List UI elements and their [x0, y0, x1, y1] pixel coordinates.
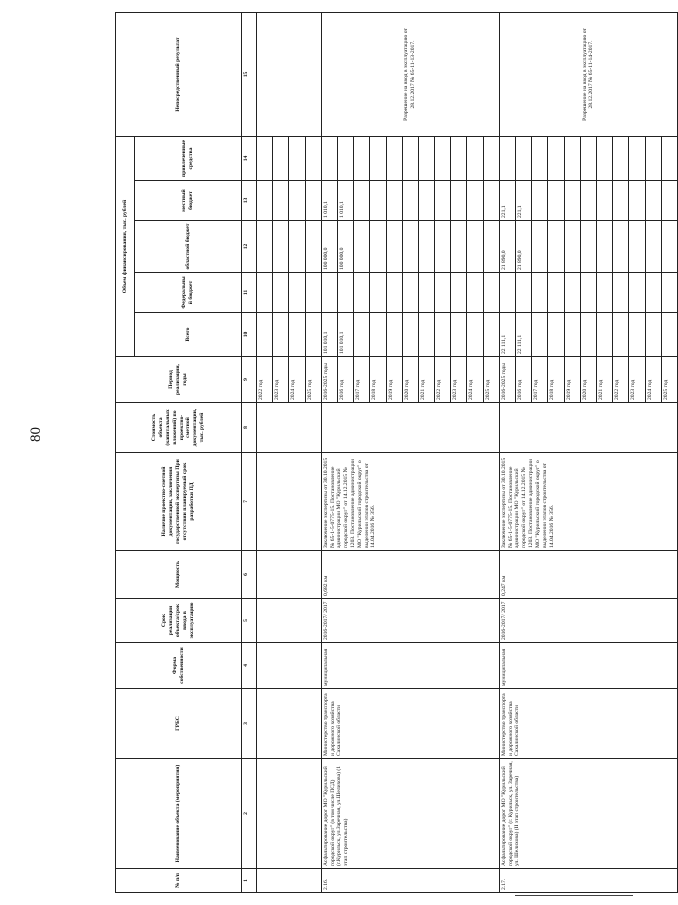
page-number: 80: [28, 427, 44, 442]
finance-regional-cell: 100 000,0: [337, 221, 353, 273]
finance-cell: [273, 221, 289, 273]
finance-regional-cell: [418, 221, 434, 273]
finance-total-cell: [548, 313, 564, 357]
finance-local-cell: [661, 181, 677, 221]
finance-extra-cell: [337, 137, 353, 181]
finance-regional-cell: [629, 221, 645, 273]
period-year-cell: 2022 год: [435, 357, 451, 403]
period-year-cell: 2021 год: [418, 357, 434, 403]
finance-regional-cell: [613, 221, 629, 273]
finance-cell: [273, 273, 289, 313]
finance-total-cell: 22 111,1: [499, 313, 515, 357]
finance-total-cell: [483, 313, 499, 357]
finance-regional-cell: 21 890,0: [516, 221, 532, 273]
column-number-cell: 15: [242, 13, 257, 137]
finance-local-cell: [386, 181, 402, 221]
finance-extra-cell: [354, 137, 370, 181]
finance-federal-cell: [467, 273, 483, 313]
finance-regional-cell: [580, 221, 596, 273]
finance-local-cell: [596, 181, 612, 221]
finance-federal-cell: [499, 273, 515, 313]
finance-cell: [289, 221, 305, 273]
table-row: [257, 13, 273, 893]
finance-total-cell: [354, 313, 370, 357]
finance-local-cell: [354, 181, 370, 221]
finance-extra-cell: [613, 137, 629, 181]
finance-total-cell: [596, 313, 612, 357]
period-year-cell: 2019 год: [564, 357, 580, 403]
column-number-cell: 14: [242, 137, 257, 181]
finance-local-cell: [548, 181, 564, 221]
finance-federal-cell: [661, 273, 677, 313]
finance-total-cell: [451, 313, 467, 357]
finance-federal-cell: [435, 273, 451, 313]
finance-total-cell: [435, 313, 451, 357]
period-year-cell: 2019 год: [386, 357, 402, 403]
finance-total-cell: 101 010,1: [321, 313, 337, 357]
finance-local-cell: [564, 181, 580, 221]
header-financing: Объем финансирования, тыс. рублей: [116, 137, 135, 357]
finance-extra-cell: [661, 137, 677, 181]
column-number-cell: 3: [242, 689, 257, 759]
finance-federal-cell: [337, 273, 353, 313]
finance-federal-cell: [613, 273, 629, 313]
finance-extra-cell: [532, 137, 548, 181]
documentation-cell: Заключение экспертизы от 30.10.2015 № 65-1-5-0775-15. Постановление администрации МО "Курильский городской округ" от 14.12.2015 № 1203. Постановление администрации МО "Курильский городской округ" о выделении этапов строительства от 14.04.2016 № 356.: [321, 453, 499, 551]
result-cell: Разрешение на ввод в эксплуатацию от 28.12.2017 № 65-11-14-2017.: [499, 13, 677, 137]
period-year-cell: 2023 год: [451, 357, 467, 403]
header-grbs: ГРБС: [116, 689, 242, 759]
finance-local-cell: [402, 181, 418, 221]
period-year-cell: 2024 год: [467, 357, 483, 403]
finance-federal-cell: [354, 273, 370, 313]
finance-regional-cell: 21 890,0: [499, 221, 515, 273]
finance-extra-cell: [564, 137, 580, 181]
period-year-cell: 2025 год: [661, 357, 677, 403]
period-year-cell: 2017 год: [532, 357, 548, 403]
finance-regional-cell: 100 000,0: [321, 221, 337, 273]
empty-cell: [257, 689, 322, 759]
column-number-cell: 7: [242, 453, 257, 551]
finance-cell: [305, 273, 321, 313]
finance-regional-cell: [402, 221, 418, 273]
finance-cell: [257, 221, 273, 273]
period-year-cell: 2022 год: [257, 357, 273, 403]
finance-extra-cell: [499, 137, 515, 181]
finance-federal-cell: [645, 273, 661, 313]
period-year-cell: 2025 год: [305, 357, 321, 403]
column-number-cell: 6: [242, 551, 257, 599]
finance-local-cell: [580, 181, 596, 221]
empty-cell: [257, 869, 322, 893]
finance-cell: [305, 137, 321, 181]
finance-regional-cell: [596, 221, 612, 273]
period-year-cell: 2018 год: [548, 357, 564, 403]
finance-extra-cell: [548, 137, 564, 181]
column-number-cell: 13: [242, 181, 257, 221]
column-number-cell: 1: [242, 869, 257, 893]
table-row: [499, 13, 515, 893]
period-year-cell: 2024 год: [289, 357, 305, 403]
finance-local-cell: [613, 181, 629, 221]
finance-federal-cell: [532, 273, 548, 313]
finance-extra-cell: [435, 137, 451, 181]
empty-cell: [257, 403, 322, 453]
header-cost: Стоимость объекта (капитальных вложений) по проектно-сметной документации, тыс. рублей: [116, 403, 242, 453]
finance-extra-cell: [321, 137, 337, 181]
documentation-cell: Заключение экспертизы от 30.10.2015 № 65-1-5-0775-15. Постановление администрации МО "Курильский городской округ" от 14.12.2015 № 1203. Постановление администрации МО "Курильский городской округ" о выделении этапов строительства от 14.04.2016 № 356.: [499, 453, 677, 551]
finance-federal-cell: [580, 273, 596, 313]
empty-cell: [257, 759, 322, 869]
capacity-cell: 0,682 км: [321, 551, 499, 599]
cost-cell: [321, 403, 499, 453]
finance-regional-cell: [645, 221, 661, 273]
finance-extra-cell: [451, 137, 467, 181]
finance-local-cell: [645, 181, 661, 221]
finance-federal-cell: [386, 273, 402, 313]
finance-total-cell: [402, 313, 418, 357]
finance-cell: [305, 221, 321, 273]
finance-cell: [257, 181, 273, 221]
grbs-cell: Министерство транспорта и дорожного хозяйства Сахалинской области: [499, 689, 677, 759]
finance-regional-cell: [548, 221, 564, 273]
period-year-cell: 2020 год: [580, 357, 596, 403]
finance-cell: [305, 313, 321, 357]
finance-local-cell: [451, 181, 467, 221]
finance-regional-cell: [451, 221, 467, 273]
header-result: Непосредственный результат: [116, 13, 242, 137]
header-period-build: Срок реализации объекта/срок ввода в эксплуатацию: [116, 599, 242, 643]
finance-extra-cell: [645, 137, 661, 181]
rotated-table-wrapper: [115, 13, 669, 893]
finance-total-cell: [370, 313, 386, 357]
finance-local-cell: [483, 181, 499, 221]
finance-regional-cell: [435, 221, 451, 273]
row-number-cell: 2.16.: [321, 869, 499, 893]
empty-cell: [257, 551, 322, 599]
row-number-cell: 2.17.: [499, 869, 677, 893]
header-extra: привлеченные средства: [135, 137, 242, 181]
finance-cell: [273, 181, 289, 221]
finance-federal-cell: [483, 273, 499, 313]
finance-total-cell: 101 010,1: [337, 313, 353, 357]
finance-cell: [273, 313, 289, 357]
finance-regional-cell: [354, 221, 370, 273]
header-name: Наименование объекта (мероприятия): [116, 759, 242, 869]
period-year-cell: 2017 год: [354, 357, 370, 403]
finance-cell: [273, 137, 289, 181]
finance-federal-cell: [418, 273, 434, 313]
header-federal: Федеральный бюджет: [135, 273, 242, 313]
period-year-cell: 2024 год: [645, 357, 661, 403]
header-period: Период реализации, годы: [116, 357, 242, 403]
object-name-cell: Асфальтирование дорог МО "Курильский городской округ" (г. Курильск, ул. Заречная, ул. Шелихова) (II этап строительства): [499, 759, 677, 869]
finance-total-cell: [645, 313, 661, 357]
header-regional: областной бюджет: [135, 221, 242, 273]
finance-extra-cell: [418, 137, 434, 181]
finance-regional-cell: [532, 221, 548, 273]
finance-local-cell: [418, 181, 434, 221]
column-number-cell: 12: [242, 221, 257, 273]
finance-regional-cell: [467, 221, 483, 273]
period-year-cell: 2022 год: [613, 357, 629, 403]
period-year-cell: 2023 год: [629, 357, 645, 403]
result-cell: Разрешение на ввод в эксплуатацию от 28.12.2017 № 65-11-13-2017.: [321, 13, 499, 137]
empty-cell: [257, 643, 322, 689]
finance-extra-cell: [483, 137, 499, 181]
period-year-cell: 2020 год: [402, 357, 418, 403]
ownership-cell: муниципальная: [499, 643, 677, 689]
finance-cell: [257, 313, 273, 357]
empty-cell: [257, 453, 322, 551]
finance-extra-cell: [402, 137, 418, 181]
finance-total-cell: [661, 313, 677, 357]
header-documentation: Наличие проектно-сметной документации, заключения государственной экспертизы При отсутствии планируемый срок разработки ПД: [116, 453, 242, 551]
finance-federal-cell: [629, 273, 645, 313]
finance-extra-cell: [467, 137, 483, 181]
period-year-cell: 2021 год: [596, 357, 612, 403]
ownership-cell: муниципальная: [321, 643, 499, 689]
column-number-cell: 9: [242, 357, 257, 403]
finance-federal-cell: [451, 273, 467, 313]
finance-federal-cell: [548, 273, 564, 313]
finance-extra-cell: [370, 137, 386, 181]
header-num: № п/п: [116, 869, 242, 893]
finance-extra-cell: [386, 137, 402, 181]
finance-regional-cell: [661, 221, 677, 273]
finance-cell: [257, 137, 273, 181]
column-number-cell: 2: [242, 759, 257, 869]
column-number-cell: 5: [242, 599, 257, 643]
finance-local-cell: 221,1: [516, 181, 532, 221]
build-period-cell: 2016-2017/ 2017: [321, 599, 499, 643]
period-year-cell: 2016-2025 годы: [499, 357, 515, 403]
period-year-cell: 2016 год: [516, 357, 532, 403]
finance-local-cell: 1 010,1: [321, 181, 337, 221]
header-local: местный бюджет: [135, 181, 242, 221]
finance-regional-cell: [483, 221, 499, 273]
finance-federal-cell: [564, 273, 580, 313]
footer-rule: [515, 895, 633, 896]
finance-extra-cell: [629, 137, 645, 181]
finance-regional-cell: [564, 221, 580, 273]
finance-cell: [289, 313, 305, 357]
finance-regional-cell: [386, 221, 402, 273]
finance-federal-cell: [596, 273, 612, 313]
column-number-cell: 8: [242, 403, 257, 453]
period-year-cell: 2016-2025 годы: [321, 357, 337, 403]
finance-local-cell: [467, 181, 483, 221]
finance-total-cell: [564, 313, 580, 357]
finance-local-cell: [435, 181, 451, 221]
finance-total-cell: [532, 313, 548, 357]
finance-extra-cell: [580, 137, 596, 181]
header-capacity: Мощность: [116, 551, 242, 599]
column-number-cell: 10: [242, 313, 257, 357]
header-total: Всего: [135, 313, 242, 357]
column-number-row: [242, 13, 257, 893]
finance-cell: [289, 273, 305, 313]
finance-total-cell: [386, 313, 402, 357]
finance-local-cell: 221,1: [499, 181, 515, 221]
finance-cell: [289, 181, 305, 221]
finance-total-cell: [629, 313, 645, 357]
capacity-cell: 0,247 км: [499, 551, 677, 599]
finance-federal-cell: [516, 273, 532, 313]
finance-local-cell: [370, 181, 386, 221]
finance-extra-cell: [596, 137, 612, 181]
column-number-cell: 4: [242, 643, 257, 689]
finance-total-cell: [467, 313, 483, 357]
object-name-cell: Асфальтирование дорог МО "Курильский городской округ" (в том числе ПСД) (г.Курильск, ул.Заречная, ул.Шелихова) (1 этап строительства): [321, 759, 499, 869]
finance-federal-cell: [402, 273, 418, 313]
finance-federal-cell: [321, 273, 337, 313]
grbs-cell: Министерство транспорта и дорожного хозяйства Сахалинской области: [321, 689, 499, 759]
period-year-cell: 2016 год: [337, 357, 353, 403]
finance-cell: [257, 273, 273, 313]
empty-cell: [257, 599, 322, 643]
finance-total-cell: [613, 313, 629, 357]
finance-cell: [289, 137, 305, 181]
finance-extra-cell: [516, 137, 532, 181]
finance-local-cell: [629, 181, 645, 221]
period-year-cell: 2018 год: [370, 357, 386, 403]
finance-total-cell: 22 111,1: [516, 313, 532, 357]
build-period-cell: 2016-2017/ 2017: [499, 599, 677, 643]
finance-cell: [305, 181, 321, 221]
finance-regional-cell: [370, 221, 386, 273]
investment-table: [115, 12, 678, 893]
table-row: [321, 13, 337, 893]
finance-federal-cell: [370, 273, 386, 313]
header-ownership: Форма собственности: [116, 643, 242, 689]
period-year-cell: 2025 год: [483, 357, 499, 403]
cost-cell: [499, 403, 677, 453]
result-cell: [257, 13, 322, 137]
period-year-cell: 2023 год: [273, 357, 289, 403]
finance-local-cell: 1 010,1: [337, 181, 353, 221]
finance-total-cell: [418, 313, 434, 357]
finance-local-cell: [532, 181, 548, 221]
column-number-cell: 11: [242, 273, 257, 313]
finance-total-cell: [580, 313, 596, 357]
